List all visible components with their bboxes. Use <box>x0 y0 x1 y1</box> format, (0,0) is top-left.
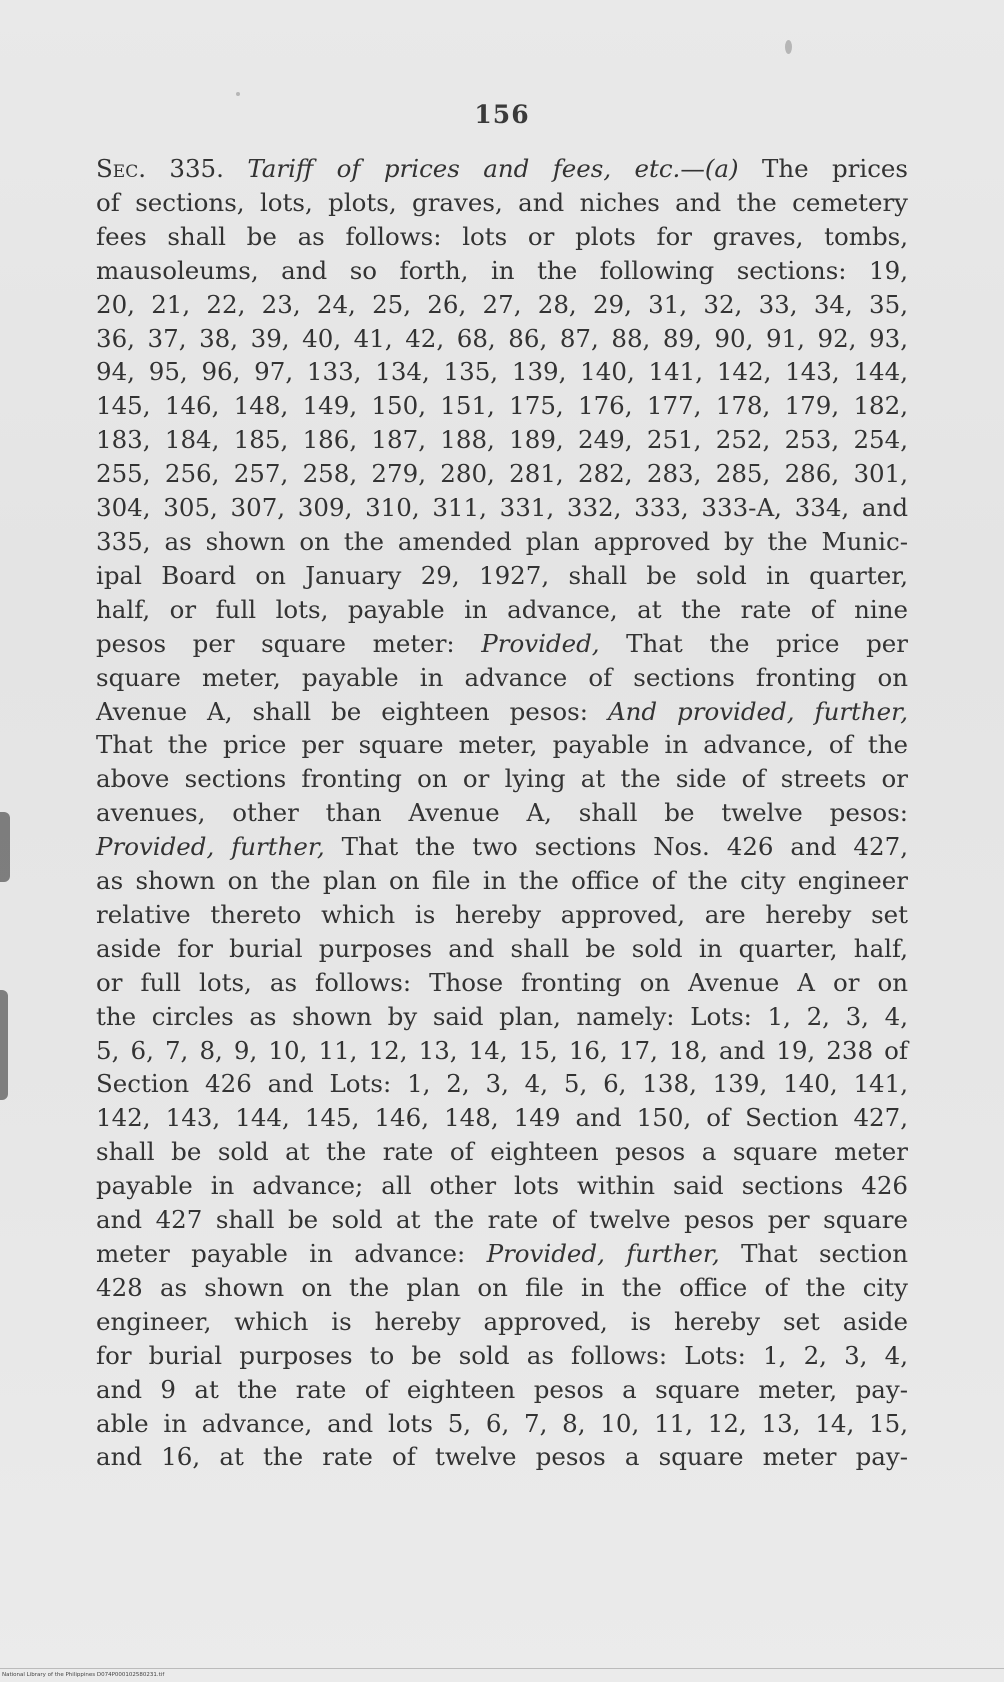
scan-source-label: National Library of the Philippines D074P000102580231.tif <box>2 1672 165 1678</box>
text-line: fees shall be as follows: lots or plots for graves, tombs, <box>96 221 908 251</box>
section-335-text <box>96 152 908 1474</box>
text-line: and 9 at the rate of eighteen pesos a square meter, pay- <box>96 1374 908 1404</box>
text-line: ipal Board on January 29, 1927, shall be sold in quarter, <box>96 560 908 590</box>
text-line: payable in advance; all other lots within said sections 426 <box>96 1171 908 1201</box>
text-fragment: meter payable in advance: <box>96 1239 466 1268</box>
text-line: avenues, other than Avenue A, shall be twelve pesos: <box>96 798 908 828</box>
text-line: 142, 143, 144, 145, 146, 148, 149 and 150, of Section 427, <box>96 1103 908 1133</box>
proviso-term: Provided, further, <box>486 1239 720 1268</box>
footer-divider <box>0 1668 1004 1669</box>
subsection-marker: (a) <box>704 154 739 183</box>
text-fragment: That the two sections Nos. 426 and 427, <box>341 832 908 862</box>
text-line: aside for burial purposes and shall be sold in quarter, half, <box>96 933 908 963</box>
text-line: 5, 6, 7, 8, 9, 10, 11, 12, 13, 14, 15, 16, 17, 18, and 19, 238 of <box>96 1035 908 1065</box>
text-line: and 16, at the rate of twelve pesos a square meter pay- <box>96 1442 908 1472</box>
text-line: above sections fronting on or lying at the side of streets or <box>96 764 908 794</box>
text-fragment: The prices <box>761 154 909 183</box>
page-number: 156 <box>474 100 530 129</box>
text-line: half, or full lots, payable in advance, at the rate of nine <box>96 594 908 624</box>
text-fragment: That the price per <box>626 628 909 658</box>
text-line: 36, 37, 38, 39, 40, 41, 42, 68, 86, 87, 88, 89, 90, 91, 92, 93, <box>96 323 908 353</box>
text-line: That the price per square meter, payable in advance, of the <box>96 730 908 760</box>
text-line <box>96 627 908 661</box>
text-line: mausoleums, and so forth, in the following sections: 19, <box>96 255 908 285</box>
text-line: 183, 184, 185, 186, 187, 188, 189, 249, 251, 252, 253, 254, <box>96 425 908 455</box>
text-line: the circles as shown by said plan, namely: Lots: 1, 2, 3, 4, <box>96 1001 908 1031</box>
text-line: engineer, which is hereby approved, is hereby set aside <box>96 1306 908 1336</box>
text-line: as shown on the plan on file in the office of the city engineer <box>96 866 908 896</box>
text-line: Section 426 and Lots: 1, 2, 3, 4, 5, 6, 138, 139, 140, 141, <box>96 1069 908 1099</box>
text-line: or full lots, as follows: Those fronting on Avenue A or on <box>96 967 908 997</box>
scan-smudge <box>236 92 240 96</box>
text-line: 304, 305, 307, 309, 310, 311, 331, 332, 333, 333-A, 334, and <box>96 493 908 523</box>
text-line <box>96 830 908 864</box>
text-line: relative thereto which is hereby approved, are hereby set <box>96 899 908 929</box>
text-line: 255, 256, 257, 258, 279, 280, 281, 282, 283, 285, 286, 301, <box>96 459 908 489</box>
section-label: Sec. 335. <box>96 154 224 183</box>
text-line: 335, as shown on the amended plan approved by the Munic- <box>96 526 908 556</box>
text-line: and 427 shall be sold at the rate of twelve pesos per square <box>96 1205 908 1235</box>
text-line <box>96 1237 908 1271</box>
proviso-term: Provided, further, <box>96 832 325 862</box>
text-fragment: That section <box>741 1239 908 1268</box>
scan-edge-mark <box>0 812 10 882</box>
proviso-term: And provided, further, <box>607 696 908 726</box>
text-line <box>96 695 908 729</box>
text-line: able in advance, and lots 5, 6, 7, 8, 10, 11, 12, 13, 14, 15, <box>96 1408 908 1438</box>
section-heading: Tariff of prices and fees, etc. <box>247 154 681 183</box>
text-line: shall be sold at the rate of eighteen pesos a square meter <box>96 1137 908 1167</box>
text-line: 94, 95, 96, 97, 133, 134, 135, 139, 140, 141, 142, 143, 144, <box>96 357 908 387</box>
text-line: 20, 21, 22, 23, 24, 25, 26, 27, 28, 29, 31, 32, 33, 34, 35, <box>96 289 908 319</box>
text-line: for burial purposes to be sold as follows: Lots: 1, 2, 3, 4, <box>96 1340 908 1370</box>
text-fragment: pesos per square meter: <box>96 628 455 658</box>
text-line: Sec. 335. Tariff of prices and fees, etc.—(a) The prices <box>96 154 909 183</box>
proviso-term: Provided, <box>481 628 600 658</box>
text-line: 428 as shown on the plan on file in the office of the city <box>96 1272 908 1302</box>
text-line: of sections, lots, plots, graves, and niches and the cemetery <box>96 187 908 217</box>
scan-edge-mark <box>0 990 8 1100</box>
scan-smudge <box>785 40 792 54</box>
text-line: 145, 146, 148, 149, 150, 151, 175, 176, 177, 178, 179, 182, <box>96 391 908 421</box>
text-line: square meter, payable in advance of sections fronting on <box>96 662 908 692</box>
text-fragment: Avenue A, shall be eighteen pesos: <box>96 696 588 726</box>
